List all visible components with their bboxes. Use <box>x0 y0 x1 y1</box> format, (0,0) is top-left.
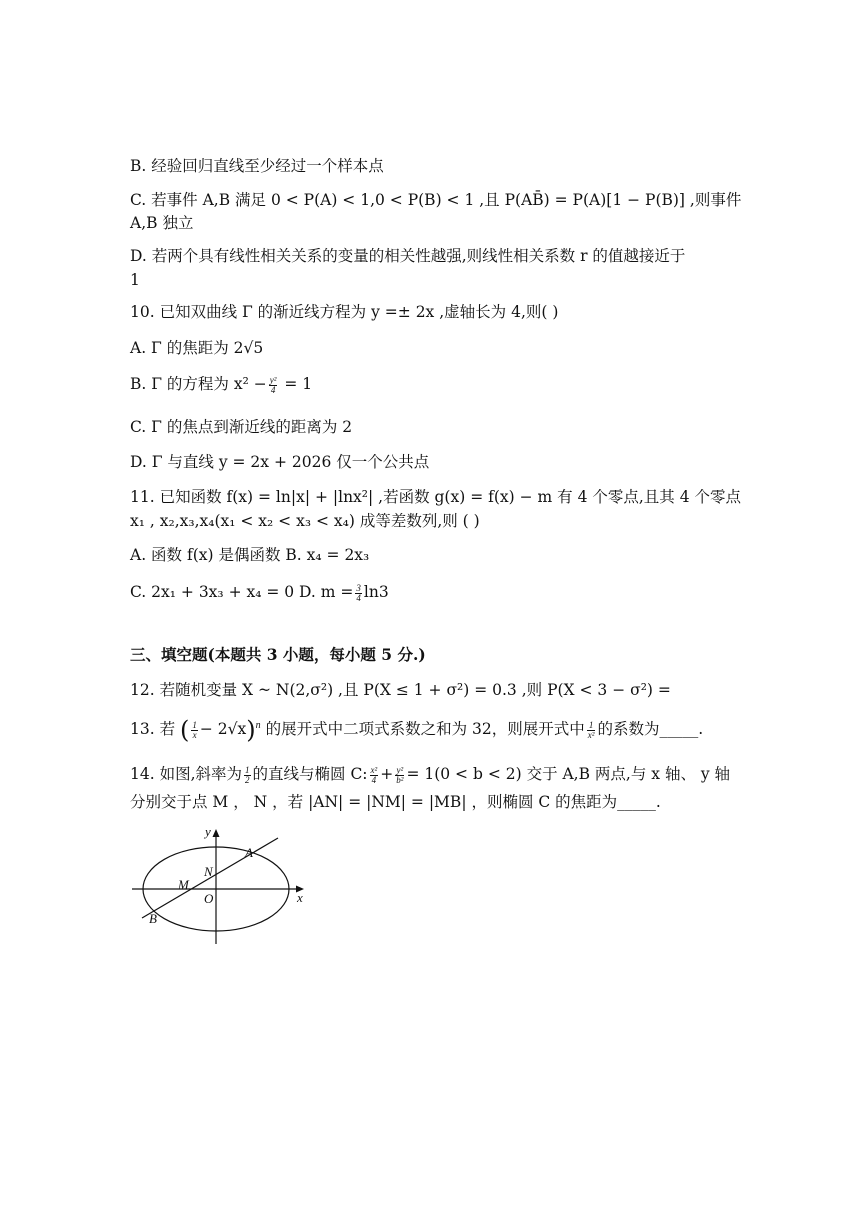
q11d-fraction <box>355 584 362 603</box>
q14-slope-num: 1 <box>245 764 250 775</box>
q10b-fraction <box>269 376 278 395</box>
question-14-line2: 分别交于点 M ， N ，若 |AN| = |NM| = |MB| ，则椭圆 C 的焦距为_____. <box>130 793 661 811</box>
label-m: M <box>178 877 189 892</box>
q11cd-prefix: C. 2x₁ + 3x₃ + x₄ = 0 D. m = <box>130 583 354 601</box>
q14-plus: + <box>380 765 394 783</box>
q13-right-paren: ) <box>246 716 256 745</box>
q13-frac-num: 1 <box>587 721 596 731</box>
question-10-option-c: C. Γ 的焦点到渐近线的距离为 2 <box>130 418 353 436</box>
q13-inner-den: x <box>192 729 197 740</box>
question-11-options-ab: A. 函数 f(x) 是偶函数 B. x₄ = 2x₃ <box>130 546 370 564</box>
question-11-stem-line1: 11. 已知函数 f(x) = ln|x| + |lnx²| ,若函数 g(x) = f(x) − m 有 4 个零点,且其 4 个零点 <box>130 488 742 506</box>
question-10-option-d: D. Γ 与直线 y = 2x + 2026 仅一个公共点 <box>130 453 430 471</box>
option-9c-line2: A,B 独立 <box>130 214 194 232</box>
q10b-frac-num: y² <box>269 374 277 385</box>
q14-suffix: = 1(0 < b < 2) 交于 A,B 两点,与 x 轴、 y 轴 <box>406 765 731 783</box>
label-n: N <box>204 864 213 879</box>
q13-exponent: n <box>255 720 261 731</box>
label-x: x <box>297 890 303 905</box>
q13-mid: 的展开式中二项式系数之和为 32，则展开式中 <box>265 720 585 739</box>
question-11-stem-line2: x₁ , x₂,x₃,x₄(x₁ < x₂ < x₃ < x₄) 成等差数列,则 ( ) <box>130 512 480 530</box>
option-9d-line2: 1 <box>130 271 140 289</box>
question-10-stem: 10. 已知双曲线 Γ 的渐近线方程为 y =± 2x ,虚轴长为 4,则( ) <box>130 303 559 321</box>
ellipse-figure <box>128 822 318 947</box>
question-10-option-a: A. Γ 的焦距为 2√5 <box>130 339 264 357</box>
q14-slope-fraction <box>244 766 251 785</box>
q14-ellipse-term2 <box>395 766 404 785</box>
q13-inner-num: 1 <box>192 719 197 730</box>
q11d-suffix: ln3 <box>363 583 389 601</box>
q14-e2-num: y² <box>396 764 404 775</box>
option-9b: B. 经验回归直线至少经过一个样本点 <box>130 157 384 175</box>
q14-prefix: 14. 如图,斜率为 <box>130 765 243 783</box>
q10b-frac-den: 4 <box>270 384 276 395</box>
label-b: B <box>149 911 157 926</box>
section-3-heading: 三、填空题(本题共 3 小题，每小题 5 分.) <box>130 645 426 664</box>
q13-left-paren: ( <box>180 716 190 745</box>
q11d-frac-num: 3 <box>356 582 361 593</box>
label-y: y <box>205 824 211 839</box>
q14-e1-num: x² <box>370 764 378 775</box>
q10b-prefix: B. Γ 的方程为 x² − <box>130 375 267 393</box>
q13-frac-den: x² <box>587 729 595 740</box>
label-a: A <box>245 845 253 860</box>
q13-prefix: 13. 若 <box>130 720 176 739</box>
q14-ellipse-term1 <box>370 766 379 785</box>
q14-mid: 的直线与椭圆 C: <box>252 765 368 783</box>
q13-suffix: 的系数为_____. <box>597 720 704 739</box>
question-14-line1 <box>130 764 730 785</box>
question-12: 12. 若随机变量 X ~ N(2,σ²) ,且 P(X ≤ 1 + σ²) = 0.3 ,则 P(X < 3 − σ²) = <box>130 681 671 699</box>
q13-inner-fraction <box>191 721 198 740</box>
q13-inner-rest: − 2√x <box>199 720 247 739</box>
q11d-frac-den: 4 <box>356 592 361 603</box>
q14-slope-den: 2 <box>245 774 250 785</box>
q14-e2-den: b² <box>396 774 404 785</box>
q14-e1-den: 4 <box>371 774 377 785</box>
question-13 <box>130 716 704 745</box>
y-axis-arrow <box>213 829 220 837</box>
option-9d-line1: D. 若两个具有线性相关关系的变量的相关性越强,则线性相关系数 r 的值越接近于 <box>130 247 686 265</box>
q10b-suffix: = 1 <box>284 375 313 393</box>
q13-fraction <box>587 721 596 740</box>
option-9c-line1: C. 若事件 A,B 满足 0 < P(A) < 1,0 < P(B) < 1 ,且 P(AB̄) = P(A)[1 − P(B)] ,则事件 <box>130 191 742 209</box>
question-11-options-cd <box>130 582 389 603</box>
question-10-option-b <box>130 374 312 395</box>
label-o: O <box>204 891 214 906</box>
